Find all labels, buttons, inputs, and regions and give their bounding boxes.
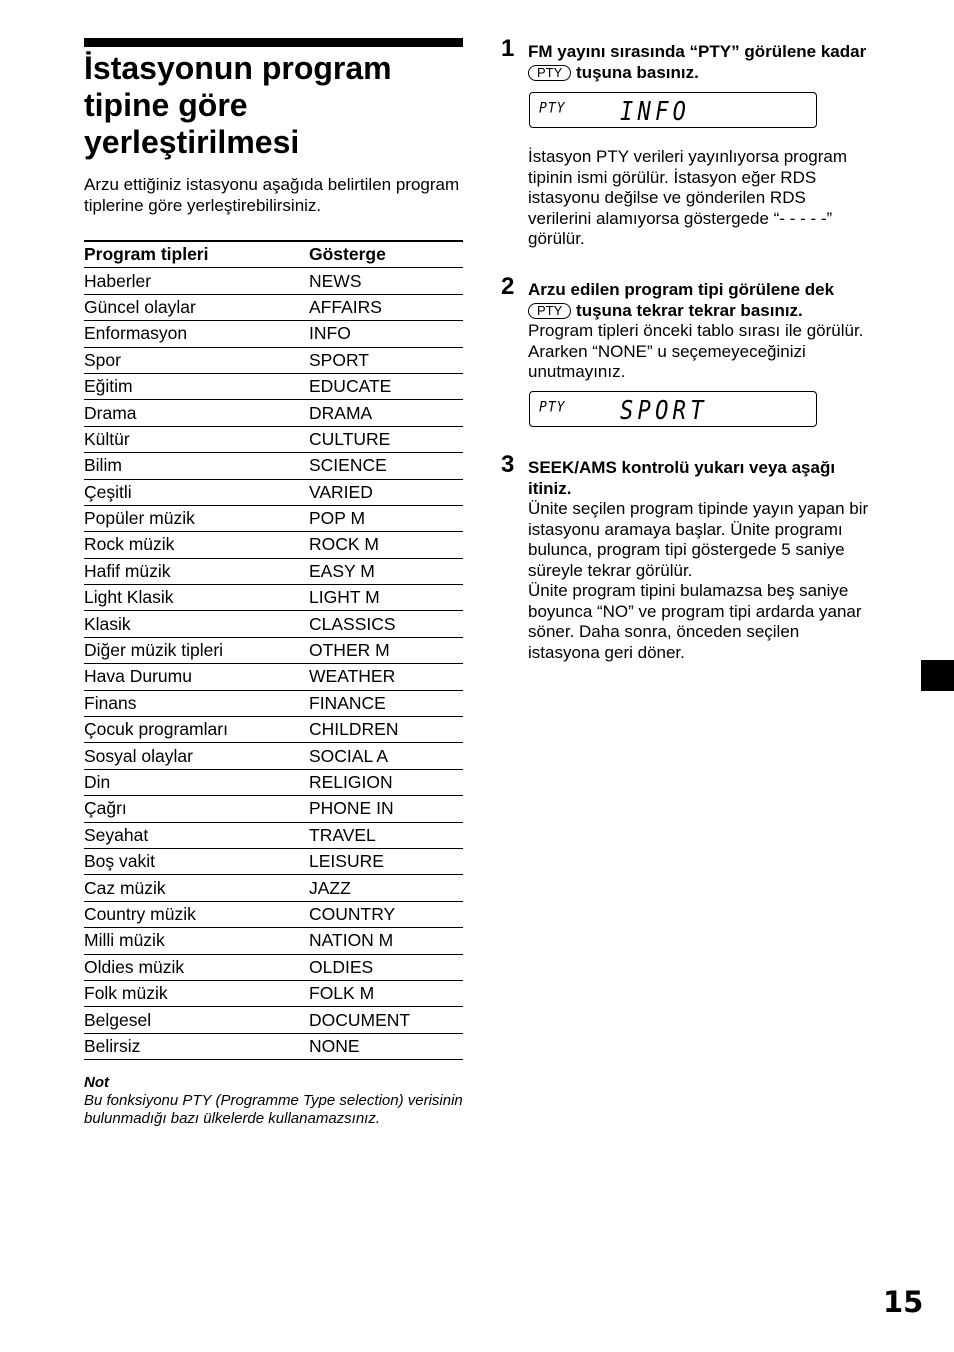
- display-code-cell: ROCK M: [309, 532, 463, 558]
- step-3-body-1: Ünite seçilen program tipinde yayın yapan bir istasyonu aramaya başlar. Ünite programı bulunca, program tipi göstergede 5 saniye süreyle tekrar görülür.: [528, 499, 869, 580]
- program-type-cell: Güncel olaylar: [84, 294, 309, 320]
- step-2-instruction: [528, 280, 873, 383]
- program-type-cell: Sosyal olaylar: [84, 743, 309, 769]
- display-code-cell: CLASSICS: [309, 611, 463, 637]
- table-row: [84, 954, 463, 980]
- table-row: [84, 400, 463, 426]
- program-type-cell: Country müzik: [84, 901, 309, 927]
- display-code-cell: SPORT: [309, 347, 463, 373]
- table-row: [84, 901, 463, 927]
- step-1-number: 1: [501, 35, 515, 62]
- header-display: Gösterge: [309, 241, 463, 268]
- program-type-cell: Enformasyon: [84, 321, 309, 347]
- table-row: [84, 980, 463, 1006]
- program-type-cell: Hafif müzik: [84, 558, 309, 584]
- program-type-cell: Çağrı: [84, 796, 309, 822]
- display-code-cell: OLDIES: [309, 954, 463, 980]
- program-type-cell: Haberler: [84, 268, 309, 294]
- step-1-instruction: [528, 42, 873, 83]
- program-type-cell: Eğitim: [84, 373, 309, 399]
- display-code-cell: DRAMA: [309, 400, 463, 426]
- table-row: [84, 479, 463, 505]
- table-row: [84, 268, 463, 294]
- display-code-cell: RELIGION: [309, 769, 463, 795]
- program-type-cell: Çeşitli: [84, 479, 309, 505]
- table-row: [84, 347, 463, 373]
- table-row: [84, 321, 463, 347]
- display-code-cell: EASY M: [309, 558, 463, 584]
- program-type-cell: Spor: [84, 347, 309, 373]
- step-2-body: Program tipleri önceki tablo sırası ile görülür. Ararken “NONE” u seçemeyeceğinizi unutmayınız.: [528, 321, 864, 381]
- lcd-main-text: INFO: [620, 97, 691, 127]
- display-code-cell: INFO: [309, 321, 463, 347]
- display-code-cell: AFFAIRS: [309, 294, 463, 320]
- display-code-cell: LEISURE: [309, 848, 463, 874]
- table-row: [84, 1007, 463, 1033]
- table-header-row: [84, 241, 463, 268]
- table-row: [84, 637, 463, 663]
- program-type-cell: Belirsiz: [84, 1033, 309, 1059]
- program-type-table: [84, 240, 463, 1060]
- header-program-types: Program tipleri: [84, 241, 309, 268]
- program-type-cell: Milli müzik: [84, 928, 309, 954]
- table-row: [84, 1033, 463, 1059]
- program-type-cell: Drama: [84, 400, 309, 426]
- display-code-cell: NONE: [309, 1033, 463, 1059]
- table-row: [84, 453, 463, 479]
- display-code-cell: JAZZ: [309, 875, 463, 901]
- display-code-cell: FINANCE: [309, 690, 463, 716]
- step-3-body-2: Ünite program tipini bulamazsa beş saniye boyunca “NO” ve program tipi ardarda yanar söner. Daha sonra, önceden seçilen istasyona geri döner.: [528, 581, 862, 662]
- program-type-cell: Klasik: [84, 611, 309, 637]
- lcd-display-sport: [529, 391, 817, 427]
- table-row: [84, 743, 463, 769]
- display-code-cell: CULTURE: [309, 426, 463, 452]
- display-code-cell: FOLK M: [309, 980, 463, 1006]
- table-row: [84, 505, 463, 531]
- display-code-cell: EDUCATE: [309, 373, 463, 399]
- step-3-number: 3: [501, 451, 515, 478]
- title-rule: [84, 38, 463, 47]
- display-code-cell: WEATHER: [309, 664, 463, 690]
- lcd-small-label: PTY: [539, 399, 566, 416]
- intro-text: Arzu ettiğiniz istasyonu aşağıda belirtilen program tiplerine göre yerleştirebilirsiniz.: [84, 175, 460, 215]
- program-type-cell: Diğer müzik tipleri: [84, 637, 309, 663]
- note-text: Bu fonksiyonu PTY (Programme Type selection) verisinin bulunmadığı bazı ülkelerde kullanamazsınız.: [84, 1092, 463, 1127]
- pty-key-icon: PTY: [528, 303, 571, 319]
- table-row: [84, 611, 463, 637]
- table-row: [84, 532, 463, 558]
- program-type-cell: Popüler müzik: [84, 505, 309, 531]
- program-type-cell: Hava Durumu: [84, 664, 309, 690]
- step-2-bold-a: Arzu edilen program tipi görülene dek: [528, 280, 835, 299]
- table-row: [84, 822, 463, 848]
- program-type-cell: Kültür: [84, 426, 309, 452]
- display-code-cell: PHONE IN: [309, 796, 463, 822]
- program-type-cell: Finans: [84, 690, 309, 716]
- display-code-cell: NATION M: [309, 928, 463, 954]
- display-code-cell: COUNTRY: [309, 901, 463, 927]
- program-type-cell: Din: [84, 769, 309, 795]
- program-type-cell: Çocuk programları: [84, 717, 309, 743]
- step-2-bold-b: tuşuna tekrar tekrar basınız.: [576, 300, 803, 320]
- program-type-cell: Folk müzik: [84, 980, 309, 1006]
- program-type-cell: Seyahat: [84, 822, 309, 848]
- table-row: [84, 717, 463, 743]
- page-title: İstasyonun program tipine göre yerleştirilmesi: [84, 50, 392, 160]
- display-code-cell: POP M: [309, 505, 463, 531]
- display-code-cell: DOCUMENT: [309, 1007, 463, 1033]
- program-type-cell: Boş vakit: [84, 848, 309, 874]
- table-row: [84, 664, 463, 690]
- program-type-cell: Bilim: [84, 453, 309, 479]
- display-code-cell: NEWS: [309, 268, 463, 294]
- table-row: [84, 848, 463, 874]
- program-type-cell: Caz müzik: [84, 875, 309, 901]
- display-code-cell: VARIED: [309, 479, 463, 505]
- program-type-cell: Oldies müzik: [84, 954, 309, 980]
- lcd-main-text: SPORT: [620, 396, 708, 426]
- program-type-cell: Rock müzik: [84, 532, 309, 558]
- lcd-small-label: PTY: [539, 100, 566, 117]
- table-row: [84, 426, 463, 452]
- step-1-body: İstasyon PTY verileri yayınlıyorsa program tipinin ismi görülür. İstasyon eğer RDS istasyonu değilse ve gönderilen RDS verilerini alamıyorsa göstergede “- - - - -” görülür.: [528, 147, 848, 248]
- table-row: [84, 928, 463, 954]
- display-code-cell: TRAVEL: [309, 822, 463, 848]
- step-1-bold-b: tuşuna basınız.: [576, 62, 699, 82]
- table-row: [84, 769, 463, 795]
- display-code-cell: OTHER M: [309, 637, 463, 663]
- step-3-bold-a: SEEK/AMS kontrolü yukarı veya aşağı itiniz.: [528, 458, 836, 498]
- step-1-bold-a: FM yayını sırasında “PTY” görülene kadar: [528, 42, 867, 61]
- display-code-cell: LIGHT M: [309, 585, 463, 611]
- note-heading: Not: [84, 1074, 109, 1091]
- program-type-cell: Light Klasik: [84, 585, 309, 611]
- display-code-cell: SOCIAL A: [309, 743, 463, 769]
- step-3-instruction: [528, 458, 873, 663]
- table-row: [84, 796, 463, 822]
- pty-key-icon: PTY: [528, 65, 571, 81]
- table-row: [84, 585, 463, 611]
- table-row: [84, 294, 463, 320]
- step-2-number: 2: [501, 273, 515, 300]
- section-tab-marker: [921, 660, 954, 691]
- display-code-cell: CHILDREN: [309, 717, 463, 743]
- display-code-cell: SCIENCE: [309, 453, 463, 479]
- lcd-display-info: [529, 92, 817, 128]
- table-row: [84, 558, 463, 584]
- table-row: [84, 875, 463, 901]
- program-type-cell: Belgesel: [84, 1007, 309, 1033]
- table-row: [84, 690, 463, 716]
- page-number: 15: [883, 1285, 924, 1319]
- table-row: [84, 373, 463, 399]
